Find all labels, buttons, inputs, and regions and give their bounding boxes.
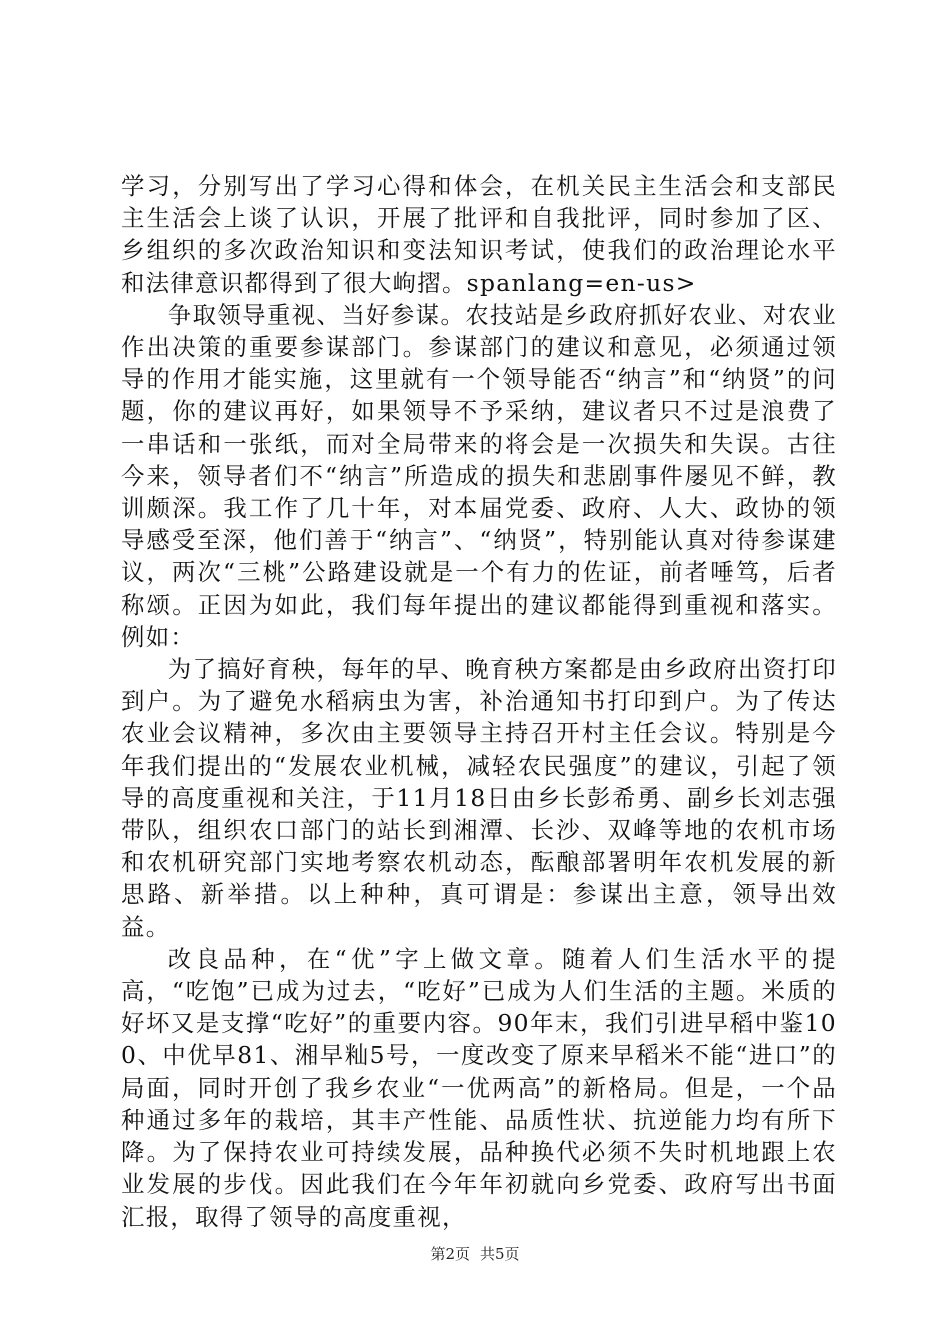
document-body — [121, 170, 837, 1233]
page-total: 共5页 — [480, 1245, 520, 1263]
paragraph-continuation: 学习，分别写出了学习心得和体会，在机关民主生活会和支部民主生活会上谈了认识，开展了批评和自我批评，同时参加了区、乡组织的多次政治知识和变法知识考试，使我们的政治理论水平和法律意识都得到了很大岣摺。spanlang=en-us> — [121, 172, 837, 297]
page-number: 第2页 — [430, 1245, 470, 1263]
paragraph-variety-improvement: 改良品种，在“优”字上做文章。随着人们生活水平的提高，“吃饱”已成为过去，“吃好”已成为人们生活的主题。米质的好坏又是支撑“吃好”的重要内容。90年末，我们引进早稻中鉴100、中优早81、湘早籼5号，一度改变了原来早稻米不能“进口”的局面，同时开创了我乡农业“一优两高”的新格局。但是，一个品种通过多年的栽培，其丰产性能、品质性状、抗逆能力均有所下降。为了保持农业可持续发展，品种换代必须不失时机地跟上农业发展的步伐。因此我们在今年年初就向乡党委、政府写出书面汇报，取得了领导的高度重视， — [121, 944, 837, 1231]
paragraph-leadership-advice: 争取领导重视、当好参谋。农技站是乡政府抓好农业、对农业作出决策的重要参谋部门。参谋部门的建议和意见，必须通过领导的作用才能实施，这里就有一个领导能否“纳言”和“纳贤”的问题，你的建议再好，如果领导不予采纳，建议者只不过是浪费了一串话和一张纸，而对全局带来的将会是一次损失和失误。古往今来，领导者们不“纳言”所造成的损失和悲剧事件屡见不鲜，教训颇深。我工作了几十年，对本届党委、政府、人大、政协的领导感受至深，他们善于“纳言”、“纳贤”，特别能认真对待参谋建议，两次“三桃”公路建设就是一个有力的佐证，前者唾笃，后者称颂。正因为如此，我们每年提出的建议都能得到重视和落实。例如： — [121, 300, 837, 651]
paragraph-examples: 为了搞好育秧，每年的早、晚育秧方案都是由乡政府出资打印到户。为了避免水稻病虫为害，补治通知书打印到户。为了传达农业会议精神，多次由主要领导主持召开村主任会议。特别是今年我们提出的“发展农业机械，减轻农民强度”的建议，引起了领导的高度重视和关注，于11月18日由乡长彭希勇、副乡长刘志强带队，组织农口部门的站长到湘潭、长沙、双峰等地的农机市场和农机研究部门实地考察农机动态，酝酿部署明年农机发展的新思路、新举措。以上种种，真可谓是：参谋出主意，领导出效益。 — [121, 655, 837, 941]
page-footer — [0, 1244, 950, 1264]
